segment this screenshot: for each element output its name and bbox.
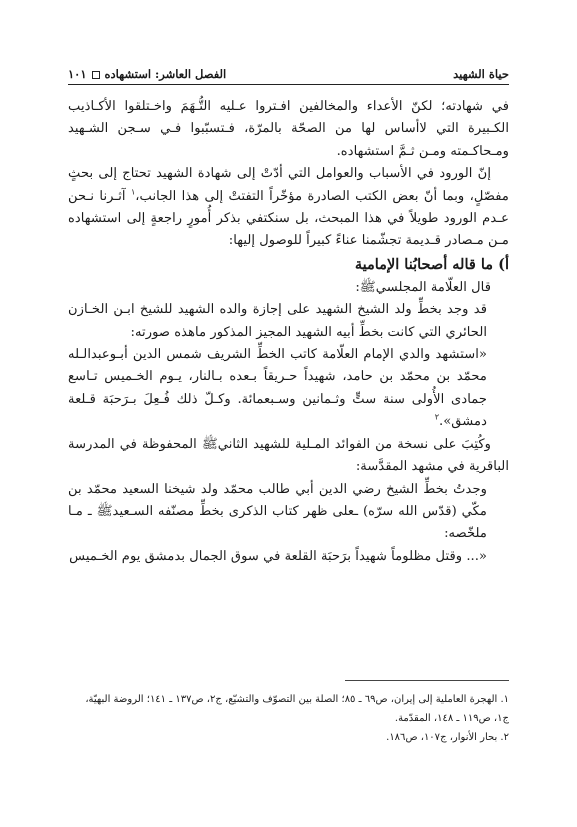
paragraph-6: وكُتِبَ على نسخة من الفوائد المـلية للشهيد الثانيﷺ المحفوظة في المدرسة الباقرية في مشهد المقدَّسة: [68, 436, 509, 475]
paragraph-1: في شهادته؛ لكنّ الأعداء والمخالفين افـتروا عـليه التُّـهَمَ واخـتلقوا الأكـاذيب الكـبيرة التي لاأساس لها من الصحّة بالمرّة، فـتسبّبوا فـي سـجن الشـهيد ومـحاكـمته ومـن ثـمَّ استشهاده. [68, 99, 509, 159]
paragraph-4: قد وجد بخطِّ ولد الشيخ الشهيد على إجازة والده الشهيد للشيخ ابـن الخـازن الحائري التي كانت بخطِّ أبيه الشهيد المجيز المذكور ماهذه صورته: [68, 302, 487, 340]
paragraph-8: «... وقتل مظلوماً شهيداً برَحبَة القلعة في سوق الجمال بدمشق يوم الخـميس [69, 548, 487, 564]
paragraph-2: إنّ الورود في الأسباب والعوامل التي أدّتْ إلى شهادة الشهيد تحتاج إلى بحثٍ مفصّلٍ، وبما أنّ بعض الكتب الصادرة مؤخّراً التفتتْ إلى هذا الجانب،$^١$ آثـرنا نـحن عـدم الورود طويلاً في هذا المبحث، بل سنكتفي بذكر أُمورٍ راجعةٍ إلى استشهاده مـن مـصادر قـديمة تجشّمنا عناءً كبيراً للوصول إليها: [68, 166, 509, 249]
paragraph-7: وجدتُ بخطِّ الشيخ رضي الدين أبي طالب محمّد ولد شيخنا السعيد محمّد بن مكّي (قدّس الله سرّه) ـعلى ظهر كتاب الذكرى بخطِّ مصنّفه السـعيدﷺ ـ مـا ملخّصه: [68, 481, 487, 542]
header-rule [68, 84, 509, 85]
footnote-ref-1[interactable]: ١ [130, 187, 136, 197]
footnotes [68, 690, 509, 747]
footnote-1: ١. الهجرة العاملية إلى إيران، ص٦٩ ـ ٨٥؛ الصلة بين التصوّف والتشيّع، ج٢، ص١٣٧ ـ ١٤١؛ الروضة البهيّة، ج١، ص١١٩ ـ ١٤٨، المقدّمة. [85, 694, 509, 724]
body-text [68, 96, 509, 568]
footnote-2: ٢. بحار الأنوار، ج١٠٧، ص١٨٦. [386, 732, 509, 743]
running-header [68, 58, 509, 80]
book-title: حياة الشهيد [453, 66, 509, 81]
footnote-ref-2[interactable]: ٢ [434, 412, 440, 422]
chapter-title: الفصل العاشر: استشهاده [104, 66, 227, 81]
page-number: ١٠١ [68, 66, 87, 81]
paragraph-3: قال العلّامة المجلسيﷺ: [355, 279, 491, 295]
footnote-rule [345, 680, 509, 681]
square-separator-icon [92, 71, 100, 79]
section-heading: أ) ما قاله أصحابُنا الإمامية [354, 255, 509, 273]
paragraph-5: «استشهد والدي الإمام العلّامة كاتب الخطِّ الشريف شمس الدين أبـوعبدالـله محمّد بن محمّد بن حامد، شهيداً حـريقاً بـعده بـالنار، يـوم الخـميس تـاسع جمادى الأُولى سنة ستٍّ وثـمانين وسـبعمائة. وكـلّ ذلك فُـعِلَ بـرَحبَة قـلعة دمشق».$^٢$ [68, 347, 487, 430]
chapter-heading [68, 66, 227, 81]
